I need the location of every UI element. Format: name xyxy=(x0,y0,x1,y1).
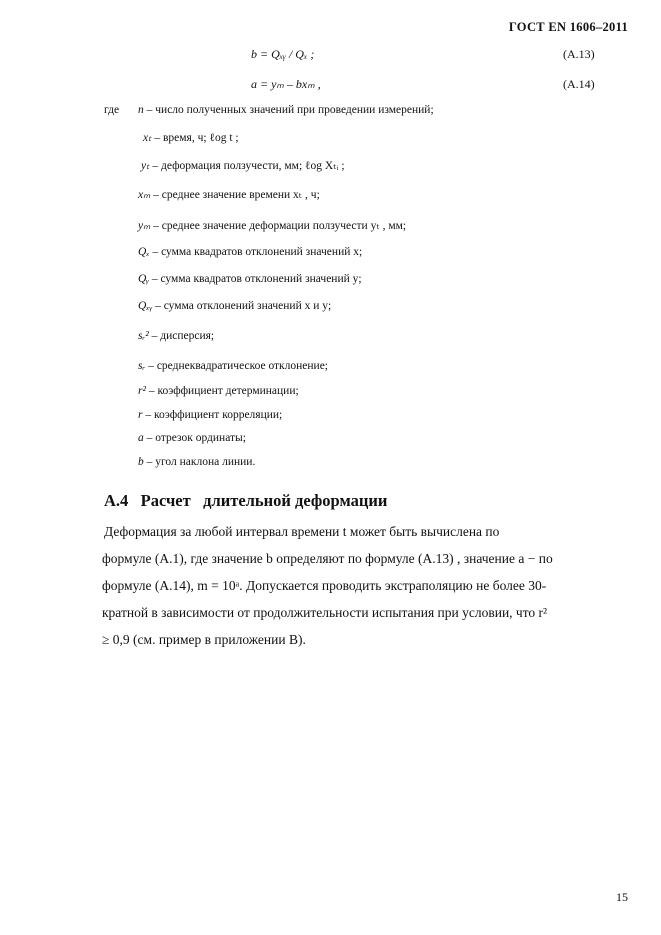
document-header: ГОСТ EN 1606–2011 xyxy=(508,20,628,34)
definition-sr2 xyxy=(138,330,214,342)
definition-text: – среднеквадратическое отклонение; xyxy=(145,360,329,372)
definition-symbol: r² xyxy=(138,385,146,397)
page-number: 15 xyxy=(616,890,628,904)
paragraph-line: ≥ 0,9 (см. пример в приложении В). xyxy=(102,632,306,647)
where-label: где xyxy=(104,104,120,116)
definition-yt xyxy=(141,158,345,172)
formula-expression: b = Qₓᵧ / Qₓ ; xyxy=(251,47,315,61)
section-number: A.4 xyxy=(104,491,129,510)
definition-symbol: Qₓ xyxy=(138,246,150,258)
formula-a13 xyxy=(0,47,661,65)
paragraph-line: Деформация за любой интервал времени t может быть вычислена по xyxy=(104,524,500,539)
definition-ym xyxy=(138,218,406,232)
definition-symbol: a xyxy=(138,432,144,444)
definition-xm xyxy=(138,187,320,201)
definition-text: – время, ч; ℓog t ; xyxy=(151,132,239,144)
formula-number: (A.13) xyxy=(563,47,595,61)
definition-symbol: yₘ xyxy=(138,220,151,232)
definition-text: – деформация ползучести, мм; ℓog Xₜᵢ ; xyxy=(149,160,345,172)
definition-symbol: r xyxy=(138,409,143,421)
definition-sr xyxy=(138,360,328,372)
definition-text: – коэффициент корреляции; xyxy=(142,409,283,421)
definition-symbol: xₘ xyxy=(138,189,151,201)
definition-symbol: sᵣ² xyxy=(138,330,149,342)
definition-text: – угол наклона линии. xyxy=(143,456,256,468)
definition-text: – сумма квадратов отклонений значений y; xyxy=(148,273,362,285)
paragraph-line: формуле (А.14), m = 10ᵃ. Допускается проводить экстраполяцию не более 30- xyxy=(102,578,547,593)
section-title: Расчет длительной деформации xyxy=(140,491,388,510)
definition-n xyxy=(138,104,434,116)
definition-symbol: Qₓᵧ xyxy=(138,300,153,312)
definition-qx xyxy=(138,246,362,258)
definition-a xyxy=(138,432,246,444)
definition-r2 xyxy=(138,385,299,397)
definition-symbol: Qᵧ xyxy=(138,273,149,285)
definition-xt xyxy=(143,130,239,144)
paragraph-line: кратной в зависимости от продолжительности испытания при условии, что r² xyxy=(102,605,548,620)
definition-symbol: b xyxy=(138,456,144,468)
definition-qy xyxy=(138,273,362,285)
definition-text: – отрезок ординаты; xyxy=(143,432,246,444)
definition-symbol: yₜ xyxy=(141,160,150,172)
paragraph-line: формуле (А.1), где значение b определяют по формуле (А.13) , значение a − по xyxy=(102,551,553,566)
definition-symbol: xₜ xyxy=(143,132,152,144)
formula-expression: a = yₘ – bxₘ , xyxy=(251,77,321,91)
definition-text: – сумма квадратов отклонений значений x; xyxy=(149,246,363,258)
section-heading xyxy=(104,491,387,511)
definition-r xyxy=(138,409,282,421)
definition-symbol: n xyxy=(138,104,144,116)
definition-text: – среднее значение времени xₜ , ч; xyxy=(150,189,320,201)
definition-text: – сумма отклонений значений x и y; xyxy=(152,300,332,312)
definition-symbol: sᵣ xyxy=(138,360,146,372)
definition-text: – число полученных значений при проведении измерений; xyxy=(143,104,434,116)
formula-a14 xyxy=(0,77,661,95)
definition-b xyxy=(138,456,255,468)
definition-text: – коэффициент детерминации; xyxy=(145,385,299,397)
formula-number: (A.14) xyxy=(563,77,595,91)
definition-text: – дисперсия; xyxy=(148,330,215,342)
definition-text: – среднее значение деформации ползучести yₜ , мм; xyxy=(150,220,407,232)
definition-qxy xyxy=(138,300,331,312)
